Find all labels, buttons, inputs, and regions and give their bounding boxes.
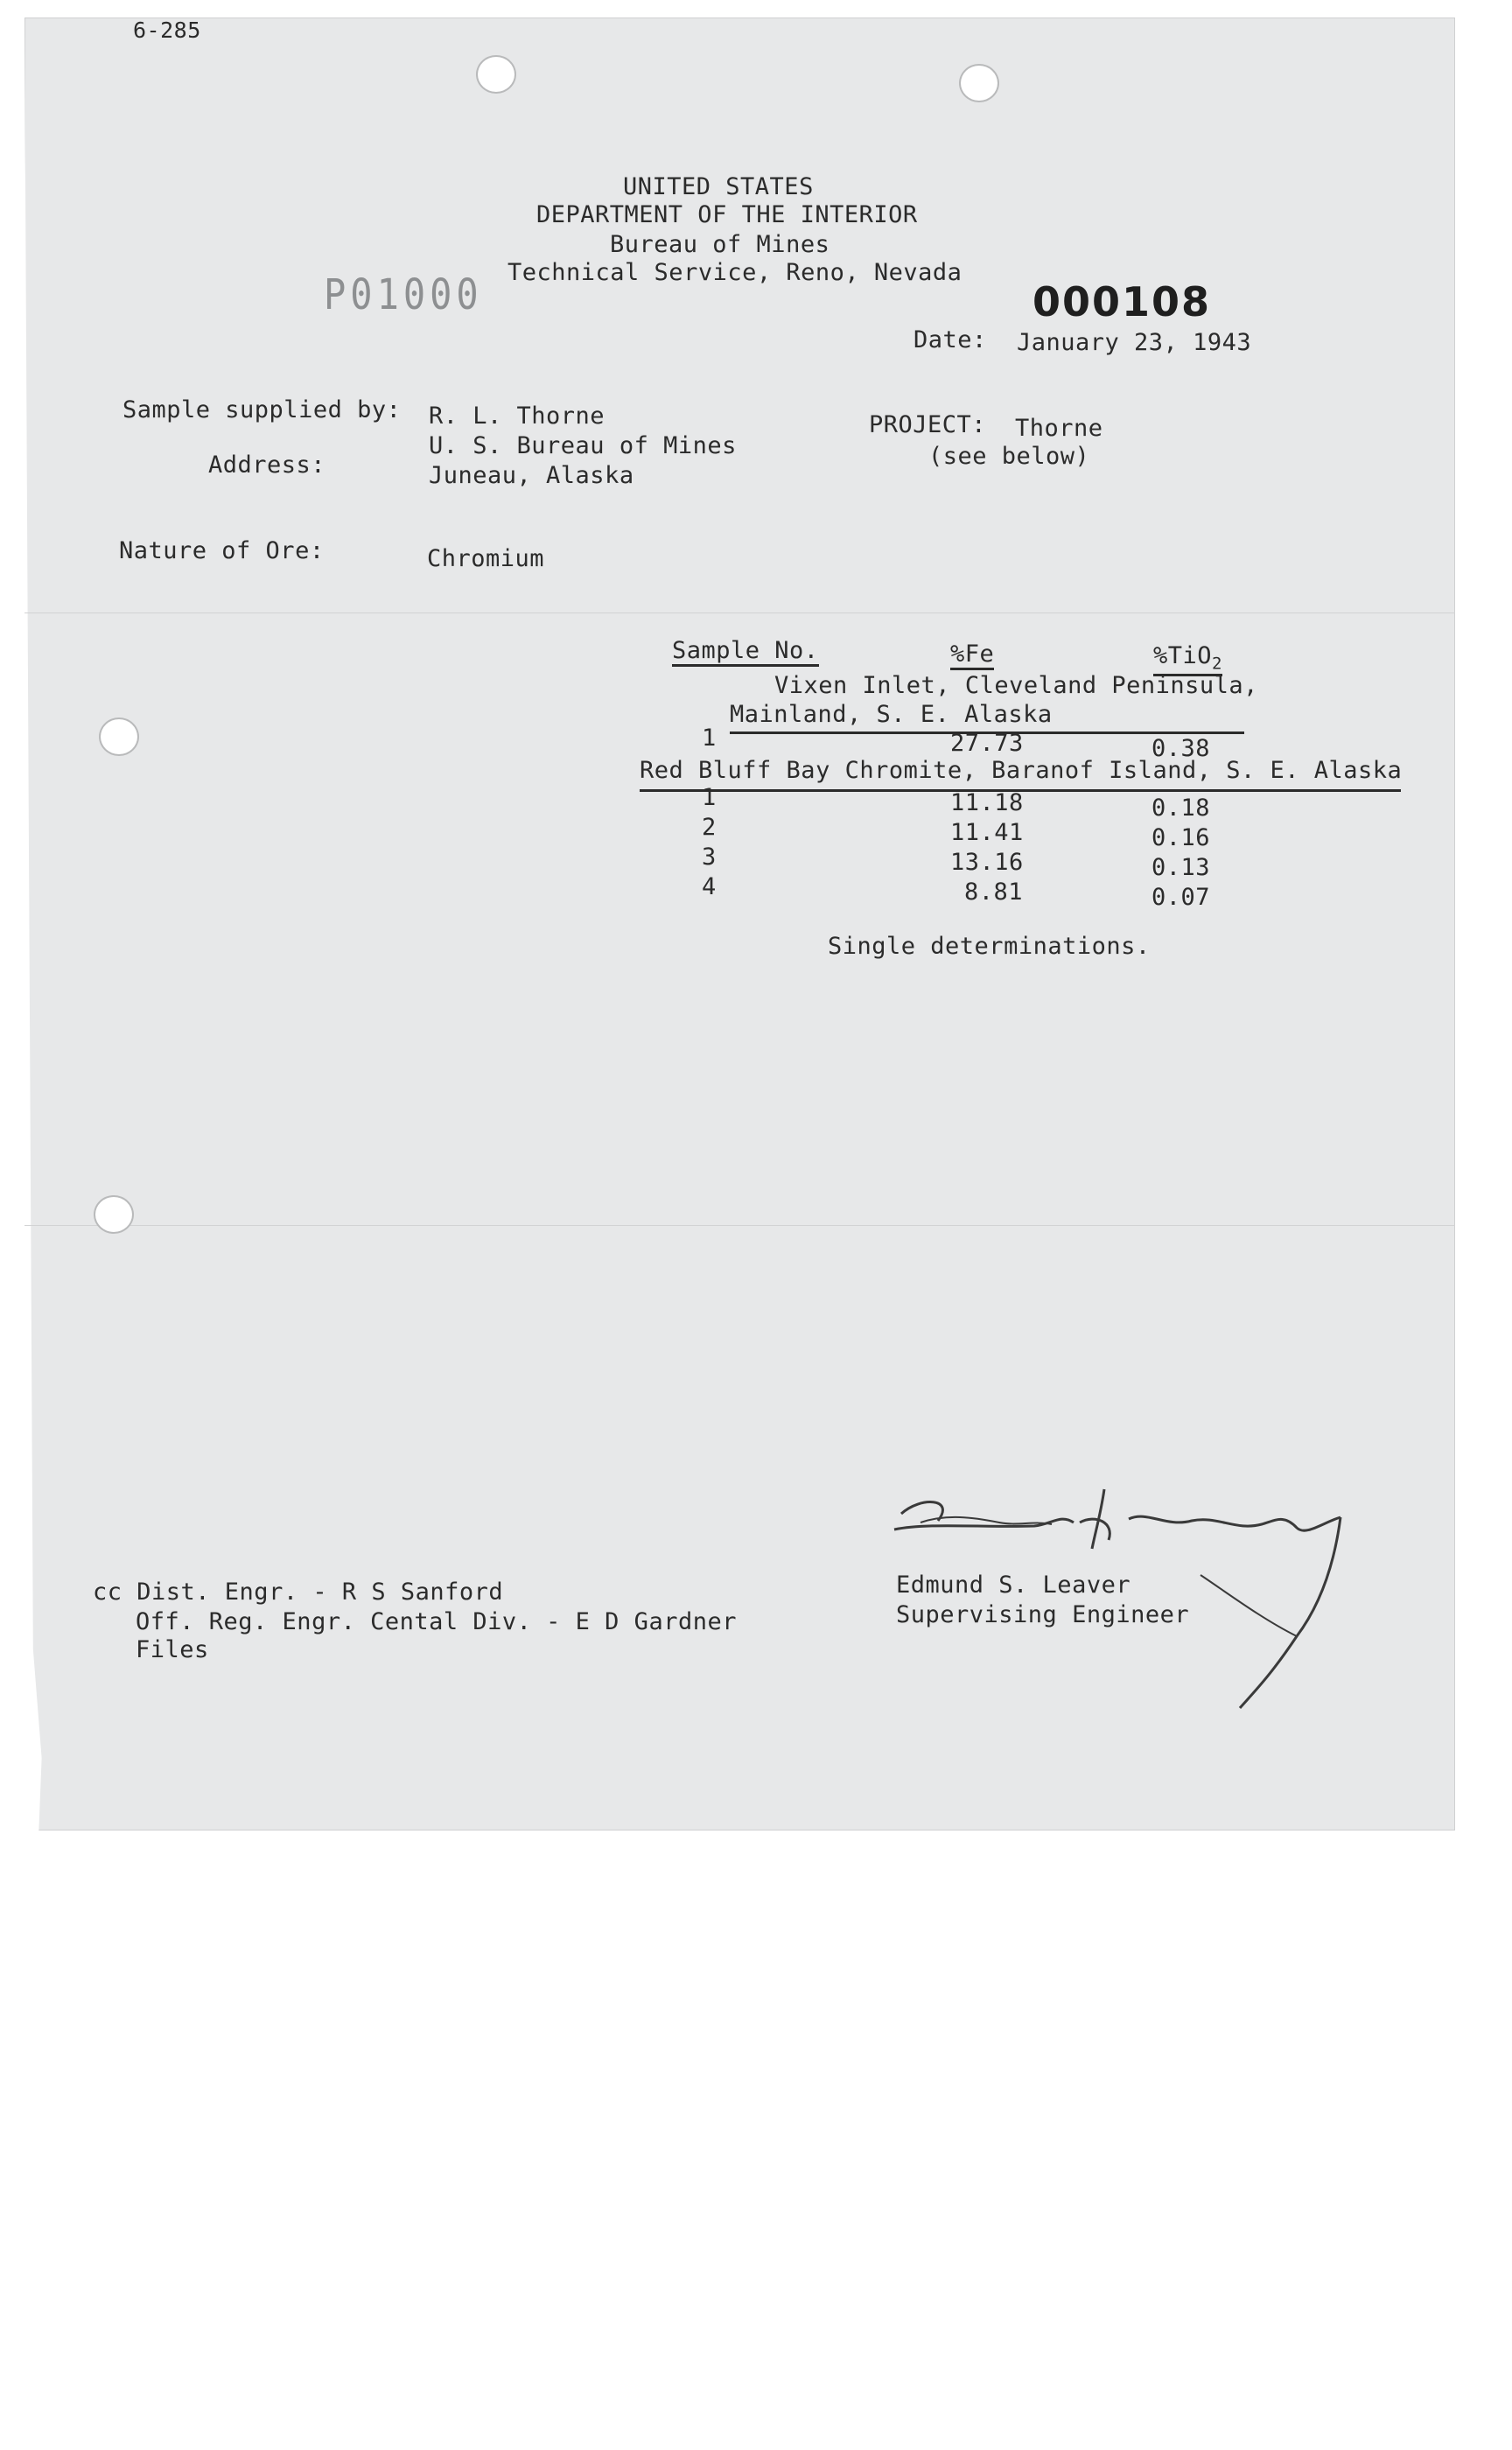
project-label: PROJECT:: [869, 411, 987, 438]
cc-line-1: cc Dist. Engr. - R S Sanford: [93, 1578, 504, 1606]
group2-location: Red Bluff Bay Chromite, Baranof Island, S. E. Alaska: [640, 757, 1403, 784]
group1-location-line1: Vixen Inlet, Cleveland Peninsula,: [774, 672, 1258, 699]
group2-row-no: 2: [702, 814, 717, 841]
punch-hole: [94, 1195, 134, 1234]
ore-value: Chromium: [427, 545, 545, 572]
stamp-number-left: P01000: [324, 270, 483, 319]
group2-row-fe: 11.18: [950, 789, 1024, 816]
project-value: Thorne: [1015, 415, 1103, 442]
group1-row-fe: 27.73: [950, 730, 1024, 757]
signer-title: Supervising Engineer: [896, 1601, 1190, 1628]
header-department: DEPARTMENT OF THE INTERIOR: [536, 201, 918, 228]
punch-hole: [99, 718, 139, 756]
table-note: Single determinations.: [828, 933, 1151, 960]
column-header-fe: %Fe: [950, 642, 994, 670]
project-note: (see below): [928, 443, 1090, 470]
cc-line-2: Off. Reg. Engr. Cental Div. - E D Gardner: [136, 1608, 737, 1635]
supplier-name: R. L. Thorne: [429, 402, 606, 430]
fold-line: [24, 1225, 1455, 1226]
address-value: Juneau, Alaska: [429, 462, 634, 489]
punch-hole: [959, 64, 999, 102]
group2-row-no: 4: [702, 873, 717, 900]
group2-row-fe: 8.81: [964, 878, 1024, 906]
signer-name: Edmund S. Leaver: [896, 1572, 1131, 1599]
ore-label: Nature of Ore:: [119, 537, 325, 564]
address-label: Address:: [208, 452, 326, 479]
group2-row-fe: 13.16: [950, 849, 1024, 876]
stamp-number-right: 000108: [1032, 278, 1212, 326]
header-country: UNITED STATES: [623, 173, 814, 200]
group2-row-fe: 11.41: [950, 819, 1024, 846]
supplier-label: Sample supplied by:: [122, 396, 402, 424]
header-office: Technical Service, Reno, Nevada: [508, 259, 962, 286]
date-label: Date:: [914, 326, 987, 354]
column-header-tio2: %TiO$_2$: [1153, 644, 1222, 676]
group1-row-no: 1: [702, 724, 717, 752]
group2-row-tio2: 0.18: [1152, 794, 1211, 822]
group1-location-line2: Mainland, S. E. Alaska: [730, 701, 1053, 728]
cc-line-3: Files: [136, 1636, 209, 1663]
fold-line: [24, 612, 1455, 613]
date-value: January 23, 1943: [1017, 329, 1252, 356]
group2-row-tio2: 0.07: [1152, 884, 1211, 911]
punch-hole: [476, 55, 516, 94]
group2-row-no: 1: [702, 784, 717, 811]
group2-row-tio2: 0.13: [1152, 854, 1211, 881]
group2-row-no: 3: [702, 844, 717, 871]
group1-row-tio2: 0.38: [1152, 735, 1211, 762]
form-number: 6-285: [133, 18, 201, 43]
header-bureau: Bureau of Mines: [610, 231, 830, 258]
supplier-org: U. S. Bureau of Mines: [429, 432, 737, 459]
group2-row-tio2: 0.16: [1152, 824, 1211, 851]
column-header-sample: Sample No.: [672, 639, 819, 667]
